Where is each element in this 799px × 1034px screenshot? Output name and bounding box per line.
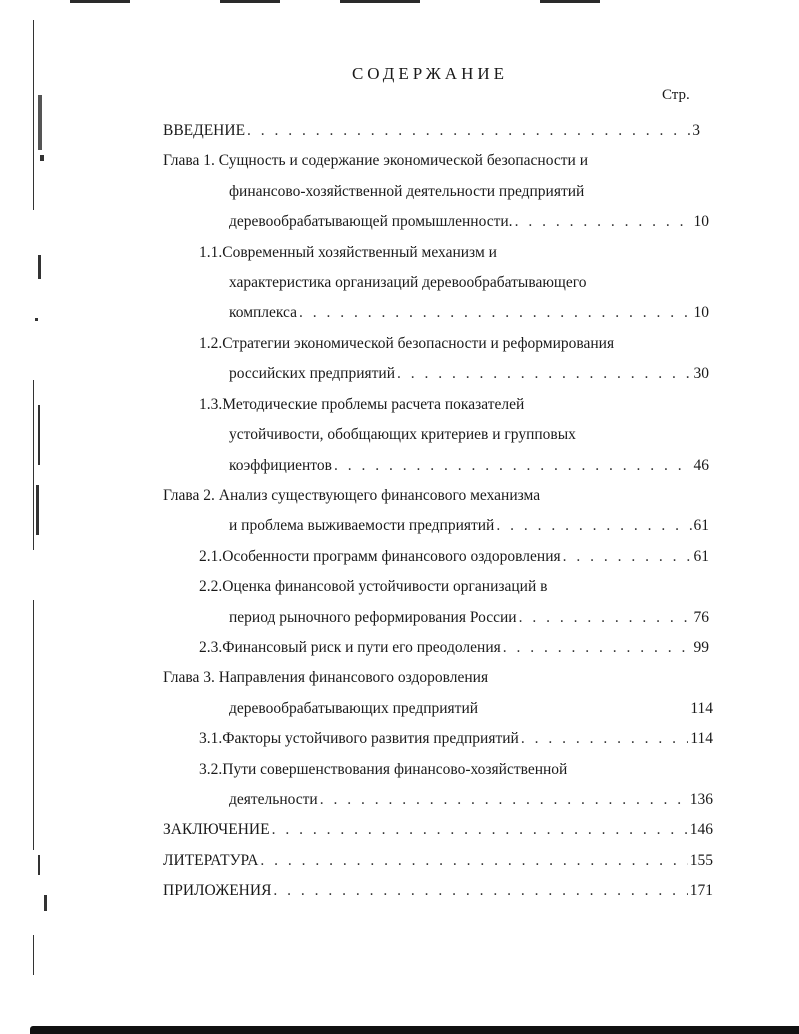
toc-entry-2-2: 2.2.Оценка финансовой устойчивости организаций в: [199, 578, 548, 595]
toc-entry-3-2: 3.2.Пути совершенствования финансово-хозяйственной: [199, 761, 568, 778]
toc-entry-1-3-end: коэффициентов . . . 46: [229, 457, 709, 483]
toc-entry-chapter-2-end: и проблема выживаемости предприятий . . . 61: [229, 517, 709, 543]
toc-entry-1-1-end: комплекса . . . 10: [229, 304, 709, 330]
toc-entry-chapter-1: Глава 1. Сущность и содержание экономической безопасности и: [163, 152, 588, 169]
toc-entry-literature: ЛИТЕРАТУРА . . . 155: [163, 852, 713, 878]
toc-entry-1-1-cont: характеристика организаций деревообрабатывающего: [229, 274, 587, 291]
scan-edge-top: [70, 0, 690, 6]
toc-entry-chapter-1-end: деревообрабатывающей промышленности. . . . 10: [229, 213, 709, 239]
toc-entry-1-2-end: российских предприятий . . . 30: [229, 365, 709, 391]
toc-entry-3-2-end: деятельности . . . 136: [229, 791, 713, 817]
toc-entry-introduction: ВВЕДЕНИЕ . . . 3: [163, 122, 700, 148]
toc-entry-2-1: 2.1.Особенности программ финансового оздоровления . . . 61: [199, 548, 709, 574]
toc-entry-chapter-1-cont: финансово-хозяйственной деятельности предприятий: [229, 183, 585, 200]
toc-entry-1-3-cont: устойчивости, обобщающих критериев и групповых: [229, 426, 576, 443]
toc-entry-3-1: 3.1.Факторы устойчивого развития предприятий . . . 114: [199, 730, 713, 756]
toc-title: СОДЕРЖАНИЕ: [351, 64, 509, 83]
toc-entry-conclusion: ЗАКЛЮЧЕНИЕ . . . 146: [163, 821, 713, 847]
scan-margin-marks: [0, 0, 60, 1034]
page-column-label: Стр.: [662, 87, 690, 103]
scan-edge-bottom: [30, 1026, 799, 1034]
toc-entry-2-2-end: период рыночного реформирования России . . . 76: [229, 609, 709, 635]
toc-entry-1-3: 1.3.Методические проблемы расчета показателей: [199, 396, 525, 413]
toc-entry-chapter-2: Глава 2. Анализ существующего финансового механизма: [163, 487, 541, 504]
toc-entry-1-2: 1.2.Стратегии экономической безопасности и реформирования: [199, 335, 615, 352]
toc-entry-chapter-3-end: деревообрабатывающих предприятий 114: [229, 700, 713, 717]
toc-entry-appendices: ПРИЛОЖЕНИЯ . . . 171: [163, 882, 713, 908]
toc-entry-1-1: 1.1.Современный хозяйственный механизм и: [199, 244, 497, 261]
toc-entry-chapter-3: Глава 3. Направления финансового оздоровления: [163, 669, 489, 686]
toc-entry-2-3: 2.3.Финансовый риск и пути его преодоления . . . 99: [199, 639, 709, 665]
